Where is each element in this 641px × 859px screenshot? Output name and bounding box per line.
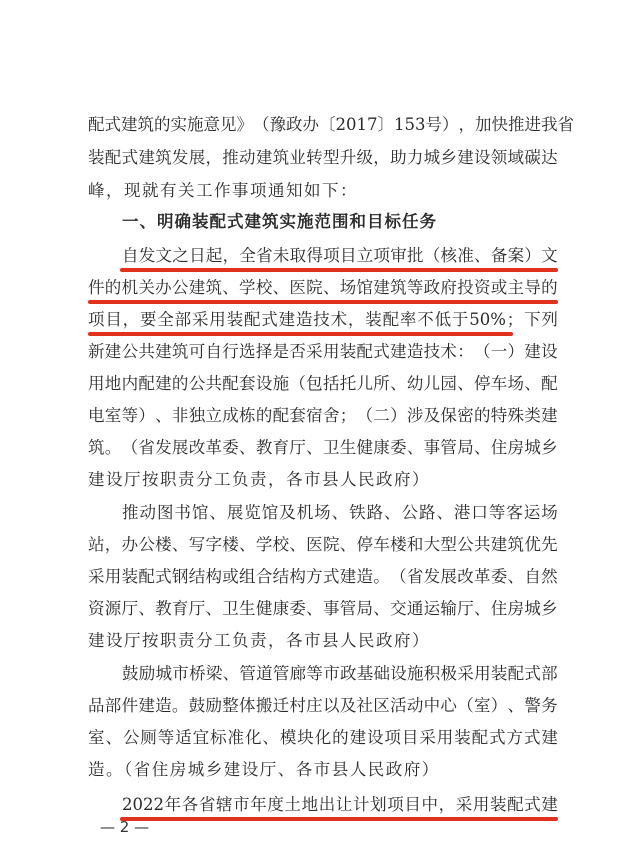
text-line: 新 建 公 共 建 筑 可 自 行 选 择 是 否 采 用 装 配 式 建 造 技 术 ： （ 一 ） 建 设 — [88, 342, 558, 361]
text-line: 2022 年 各 省 辖 市 年 度 土 地 出 让 计 划 项 目 中 ， 采 用 装 配 式 建 — [122, 795, 558, 814]
highlight-underline — [88, 300, 558, 304]
highlight-underline — [120, 817, 558, 821]
text-line: 件 的 机 关 办 公 建 筑 、 学 校 、 医 院 、 场 馆 建 筑 等 政 府 投 资 或 主 导 的 — [88, 278, 558, 297]
text-line: 推 动 图 书 馆 、 展 览 馆 及 机 场 、 铁 路 、 公 路 、 港 口 等 客 运 场 — [122, 503, 558, 522]
text-line: 造。（省住房城乡建设厅、各市县人民政府） — [88, 760, 440, 779]
text-line: 室 、 公 厕 等 适 宜 标 准 化 、 模 块 化 的 建 设 项 目 采 用 装 配 式 方 式 建 — [88, 728, 558, 747]
text-line: 建设厅按职责分工负责，各市县人民政府） — [88, 631, 430, 650]
text-line: 站 ， 办 公 楼 、 写 字 楼 、 学 校 、 医 院 、 停 车 楼 和 大 型 公 共 建 筑 优 先 — [88, 535, 558, 554]
text-line: 自 发 文 之 日 起 ， 全 省 未 取 得 项 目 立 项 审 批 （ 核 准 、 备 案 ） 文 — [122, 246, 558, 265]
text-line: 用 地 内 配 建 的 公 共 配 套 设 施 （ 包 括 托 儿 所 、 幼 儿 园 、 停 车 场 、 配 — [88, 374, 558, 393]
text-line: 建设厅按职责分工负责，各市县人民政府） — [88, 470, 430, 489]
section-heading: 一、明确装配式建筑实施范围和目标任务 — [122, 212, 437, 231]
page-number: — 2 — — [100, 818, 150, 836]
text-line: 鼓 励 城 市 桥 梁 、 管 道 管 廊 等 市 政 基 础 设 施 积 极 采 用 装 配 式 部 — [122, 664, 558, 683]
text-line: 装 配 式 建 筑 发 展 ， 推 动 建 筑 业 转 型 升 级 ， 助 力 城 乡 建 设 领 域 碳 达 — [88, 148, 558, 167]
text-line: 配 式 建 筑 的 实 施 意 见 》 （ 豫 政 办 〔 2017 〕 153 号 ） ， 加 快 推 进 我 省 — [88, 115, 574, 134]
text-line: 品 部 件 建 造 。 鼓 励 整 体 搬 迁 村 庄 以 及 社 区 活 动 中 心 （ 室 ） 、 警 务 — [88, 696, 558, 715]
highlight-underline — [88, 332, 513, 336]
text-line: 筑 。 （ 省 发 展 改 革 委 、 教 育 厅 、 卫 生 健 康 委 、 事 管 局 、 住 房 城 乡 — [88, 438, 558, 457]
text-line: 项 目 ， 要 全 部 采 用 装 配 式 建 造 技 术 ， 装 配 率 不 低 于 50% ； 下 列 — [88, 310, 558, 329]
text-line: 采 用 装 配 式 钢 结 构 或 组 合 结 构 方 式 建 造 。 （ 省 发 展 改 革 委 、 自 然 — [88, 567, 558, 586]
text-line: 电 室 等 ） 、 非 独 立 成 栋 的 配 套 宿 舍 ； （ 二 ） 涉 及 保 密 的 特 殊 类 建 — [88, 406, 558, 425]
highlight-underline — [120, 268, 558, 272]
text-line: 资 源 厅 、 教 育 厅 、 卫 生 健 康 委 、 事 管 局 、 交 通 运 输 厅 、 住 房 城 乡 — [88, 599, 558, 618]
text-line: 峰，现就有关工作事项通知如下： — [88, 181, 358, 200]
